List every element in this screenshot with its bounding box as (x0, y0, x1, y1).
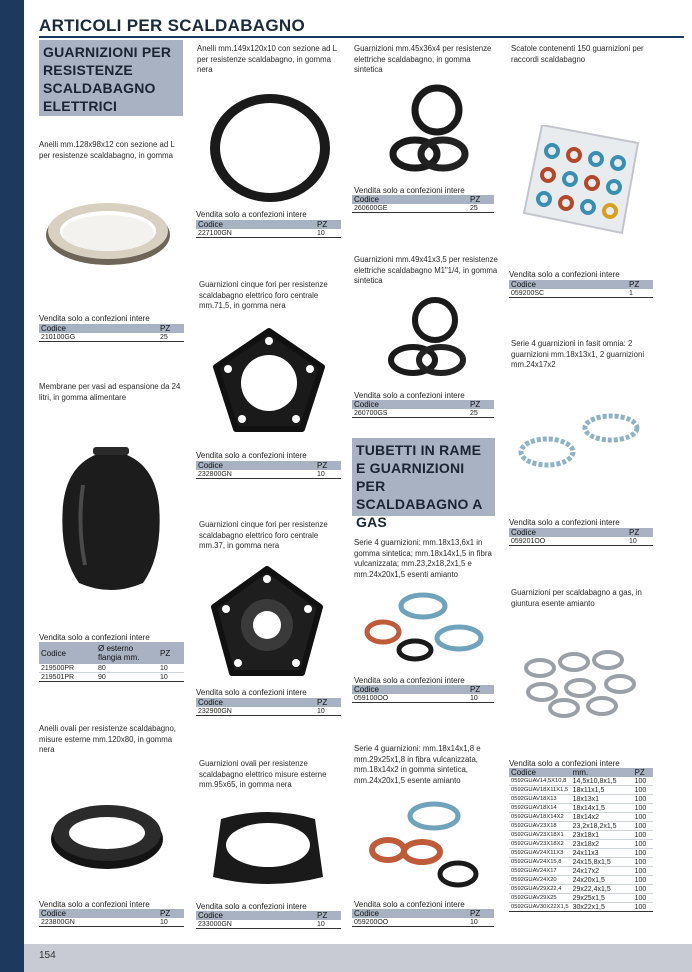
sales-note: Vendita solo a confezioni intere (509, 518, 620, 527)
product-desc-232800: Guarnizioni cinque fori per resistenze scaldabagno elettrico foro centrale mm.71,5, in gomma nera (199, 280, 328, 310)
sales-note: Vendita solo a confezioni intere (196, 902, 307, 911)
product-desc-232900: Guarnizioni cinque fori per resistenze scaldabagno elettrico foro centrale mm.37, in gomma nera (199, 520, 328, 550)
table-row: 0592GUAV23X18X1 23x18x1 100 (509, 831, 653, 840)
table-row: 0592GUAV23X18 23,2x18,2x1,5 100 (509, 822, 653, 831)
product-table-219500: Codice Ø esterno flangia mm. PZ 219500PR 80 10 219501PR 90 10 (39, 642, 184, 682)
product-desc-227100: Anelli mm.149x120x10 con sezione ad L per resistenze scaldabagno, in gomma nera (197, 44, 337, 74)
table-row: 227100GN 10 (196, 229, 341, 238)
section-title-resistenze: GUARNIZIONI PER RESISTENZE SCALDABAGNO ELETTRICI (39, 40, 183, 116)
table-row: 0592GUAV30X22X1,5 30x22x1,5 100 (509, 903, 653, 912)
table-row: 059100OO 10 (352, 694, 494, 703)
product-table-059100: Codice PZ 059100OO 10 (352, 685, 494, 703)
table-row: 233000GN 10 (196, 920, 341, 929)
product-desc-223800: Anelli ovali per resistenze scaldabagno, misure esterne mm.120x80, in gomma nera (39, 724, 176, 754)
table-row: 0592GUAV24X17 24x17x2 100 (509, 867, 653, 876)
left-color-bar (0, 0, 24, 972)
sales-note: Vendita solo a confezioni intere (196, 210, 307, 219)
sales-note: Vendita solo a confezioni intere (196, 688, 307, 697)
product-desc-059100: Serie 4 guarnizioni: mm.18x13,6x1 in gomma sintetica; mm.18x14x1,5 in fibra vulcanizzata; mm.23,2x18,2x1,5 e mm.24x20x1,5 esenti amianto (354, 538, 492, 579)
product-desc-0592guav: Guarnizioni per scaldabagno a gas, in giuntura esente amianto (511, 588, 642, 608)
black-ring-large-image (205, 88, 335, 206)
table-row: 059200OO 10 (352, 918, 494, 927)
product-table-233000: Codice PZ 233000GN 10 (196, 911, 341, 929)
table-row: 0592GUAV29X25 29x25x1,5 100 (509, 894, 653, 903)
product-table-0592guav: Codice mm. PZ 0592GUAV14,5X10,8 14,5x10,8x1,5 100 0592GUAV18X11X1,5 18x11x1,5 100 0592GUAV18X13 18x13x1 100 0592GUAV18X14 18x14x1,5 100 0592GUAV18X14X2 18x14x2 100 0592GUAV23X18 23,2x18,2x1,5 100 0592GUAV23X18X1 23x18x1 100 0592GUAV23X18X2 23x18x2 100 0592GUAV24X11X3 24x11x3 100 0592GUAV24X15,8 24x15,8x1,5 100 0592GUAV24X17 24x17x2 100 0592GUAV24X20 24x20x1,5 100 0592GUAV29X22,4 29x22,4x1,5 100 0592GUAV29X25 29x25x1,5 100 0592GUAV30X22X1,5 30x22x1,5 100 (509, 768, 653, 912)
o-rings-image (385, 82, 470, 177)
gasket-box-image (522, 125, 640, 235)
product-desc-260700: Guarnizioni mm.49x41x3,5 per resistenze elettriche scaldabagno M1"1/4, in gomma sintetica (354, 255, 498, 285)
sales-note: Vendita solo a confezioni intere (39, 314, 150, 323)
table-row: 0592GUAV24X20 24x20x1,5 100 (509, 876, 653, 885)
product-table-227100: Codice PZ 227100GN 10 (196, 220, 341, 238)
product-table-210100: Codice PZ 210100GG 25 (39, 324, 184, 342)
page-number: 154 (39, 950, 56, 961)
table-row: 0592GUAV23X18X2 23x18x2 100 (509, 840, 653, 849)
product-desc-260600: Guarnizioni mm.45x36x4 per resistenze elettriche scaldabagno, in gomma sintetica (354, 44, 492, 74)
sales-note: Vendita solo a confezioni intere (509, 759, 620, 768)
footer-bar (24, 944, 692, 972)
product-desc-210100: Anelli mm.128x98x12 con sezione ad L per resistenze scaldabagno, in gomma (39, 140, 175, 160)
table-row: 260700GS 25 (352, 409, 494, 418)
table-row: 0592GUAV24X15,8 24x15,8x1,5 100 (509, 858, 653, 867)
product-table-059200: Codice PZ 059200OO 10 (352, 909, 494, 927)
oval-gasket-image (203, 805, 333, 890)
fasit-gasket-image (515, 412, 645, 474)
sales-note: Vendita solo a confezioni intere (39, 633, 150, 642)
title-underline (39, 36, 684, 38)
table-row: 223800GN 10 (39, 918, 184, 927)
product-table-232900: Codice PZ 232900GN 10 (196, 698, 341, 716)
product-desc-059201: Serie 4 guarnizioni in fasit omnia: 2 guarnizioni mm.18x13x1, 2 guarnizioni mm.24x17x2 (511, 339, 645, 369)
gasket-set-image-2 (366, 800, 486, 892)
product-desc-059200sc: Scatole contenenti 150 guarnizioni per raccordi scaldabagno (511, 44, 644, 64)
table-row: 0592GUAV18X11X1,5 18x11x1,5 100 (509, 786, 653, 795)
table-row: 232800GN 10 (196, 470, 341, 479)
product-desc-233000: Guarnizioni ovali per resistenze scaldabagno elettrico misure esterne mm.95x65, in gomma nera (199, 759, 327, 789)
table-row: 210100GG 25 (39, 333, 184, 342)
section-title-tubetti: TUBETTI IN RAME E GUARNIZIONI PER SCALDABAGNO A GAS (352, 438, 495, 516)
product-table-059200sc: Codice PZ 059200SC 1 (509, 280, 653, 298)
table-row: 0592GUAV29X22,4 29x22,4x1,5 100 (509, 885, 653, 894)
product-table-260700: Codice PZ 260700GS 25 (352, 400, 494, 418)
product-desc-219500: Membrane per vasi ad espansione da 24 litri, in gomma alimentare (39, 382, 181, 402)
sales-note: Vendita solo a confezioni intere (354, 900, 465, 909)
sales-note: Vendita solo a confezioni intere (354, 676, 465, 685)
five-hole-gasket-image (212, 327, 327, 435)
table-row: 0592GUAV18X13 18x13x1 100 (509, 795, 653, 804)
sales-note: Vendita solo a confezioni intere (39, 900, 150, 909)
page-title: ARTICOLI PER SCALDABAGNO (39, 16, 305, 35)
sales-note: Vendita solo a confezioni intere (509, 270, 620, 279)
expansion-membrane-image (55, 445, 167, 595)
sales-note: Vendita solo a confezioni intere (354, 391, 465, 400)
product-table-059201: Codice PZ 059201OO 10 (509, 528, 653, 546)
product-table-223800: Codice PZ 223800GN 10 (39, 909, 184, 927)
sales-note: Vendita solo a confezioni intere (196, 451, 307, 460)
table-row: 219500PR 80 10 (39, 664, 184, 673)
gasket-set-image (363, 592, 488, 664)
product-desc-059200: Serie 4 guarnizioni: mm.18x14x1,8 e mm.29x25x1,8 in fibra vulcanizzata, mm.18x14x2 in gomma sintetica, mm.24x20x1,5 esente amianto (354, 744, 481, 785)
ring-l-section-image (43, 195, 173, 270)
o-rings-image-2 (383, 296, 468, 381)
oval-ring-image (45, 795, 170, 875)
table-row: 0592GUAV18X14 18x14x1,5 100 (509, 804, 653, 813)
table-row: 0592GUAV18X14X2 18x14x2 100 (509, 813, 653, 822)
table-row: 0592GUAV14,5X10,8 14,5x10,8x1,5 100 (509, 777, 653, 786)
product-table-232800: Codice PZ 232800GN 10 (196, 461, 341, 479)
gas-gaskets-image (520, 650, 645, 718)
product-table-260600: Codice PZ 260600GE 25 (352, 195, 494, 213)
table-row: 219501PR 90 10 (39, 673, 184, 682)
table-row: 059200SC 1 (509, 289, 653, 298)
table-row: 232900GN 10 (196, 707, 341, 716)
table-row: 0592GUAV24X11X3 24x11x3 100 (509, 849, 653, 858)
table-row: 059201OO 10 (509, 537, 653, 546)
five-hole-gasket-small-image (210, 565, 325, 680)
sales-note: Vendita solo a confezioni intere (354, 186, 465, 195)
table-row: 260600GE 25 (352, 204, 494, 213)
